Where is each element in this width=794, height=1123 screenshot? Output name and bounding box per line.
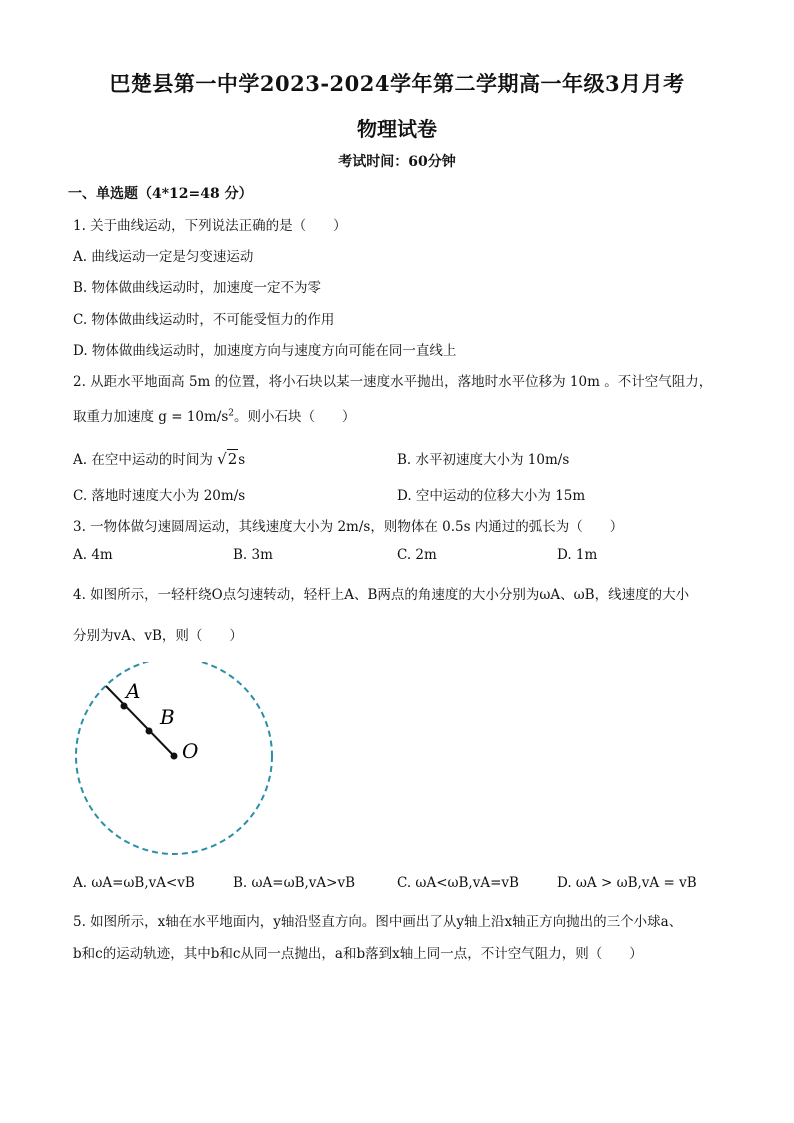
q5-stem-line2: b和c的运动轨迹，其中b和c从同一点抛出，a和b落到x轴上同一点，不计空气阻力，则（ ） bbox=[73, 946, 643, 962]
q2-option-c: C. 落地时速度大小为 20m/s bbox=[73, 488, 246, 504]
exam-time: 考试时间：60分钟 bbox=[338, 154, 456, 170]
q4-stem-line2: 分别为vA、vB，则（ ） bbox=[73, 628, 243, 644]
label-o: O bbox=[182, 739, 199, 763]
q1-stem: 1. 关于曲线运动，下列说法正确的是（ ） bbox=[73, 218, 347, 234]
gravity-formula: $g = 10m/s^2$ bbox=[158, 408, 235, 425]
q4-option-a: A. ωA=ωB,vA<vB bbox=[73, 875, 195, 891]
point-b bbox=[146, 728, 153, 735]
q4-option-b: B. ωA=ωB,vA>vB bbox=[233, 875, 356, 891]
sqrt-symbol: √2 bbox=[217, 450, 238, 468]
q4-option-d: D. ωA > ωB,vA = vB bbox=[557, 875, 697, 891]
q5-stem-line1: 5. 如图所示，x轴在水平地面内，y轴沿竖直方向。图中画出了从y轴上沿x轴正方向抛出的三个小球a、 bbox=[73, 914, 683, 930]
q2-stem-line2-prefix: 取重力加速度 bbox=[73, 409, 154, 425]
q1-option-c: C. 物体做曲线运动时，不可能受恒力的作用 bbox=[73, 312, 335, 328]
q3-option-d: D. 1m bbox=[557, 547, 598, 563]
section-heading: 一、单选题（4*12=48 分） bbox=[68, 186, 253, 202]
label-a: A bbox=[126, 679, 141, 703]
q2-stem-line2 bbox=[73, 405, 356, 425]
point-a bbox=[121, 703, 128, 710]
q4-stem-line1: 4. 如图所示，一轻杆绕O点匀速转动，轻杆上A、B两点的角速度的大小分别为ωA、ωB，线速度的大小 bbox=[73, 587, 690, 603]
q1-option-b: B. 物体做曲线运动时，加速度一定不为零 bbox=[73, 280, 322, 296]
rotation-diagram bbox=[70, 662, 280, 862]
q3-option-a: A. 4m bbox=[73, 547, 113, 563]
exam-title: 巴楚县第一中学2023-2024学年第二学期高一年级3月月考 bbox=[109, 71, 685, 96]
label-b: B bbox=[160, 705, 175, 729]
q1-option-a: A. 曲线运动一定是匀变速运动 bbox=[73, 249, 254, 265]
exam-subtitle: 物理试卷 bbox=[357, 117, 437, 141]
q2-stem-line2-suffix: 。则小石块（ ） bbox=[234, 409, 356, 425]
q3-option-c: C. 2m bbox=[397, 547, 437, 563]
q2-option-a: A. 在空中运动的时间为 √2s bbox=[73, 450, 246, 468]
q1-option-d: D. 物体做曲线运动时，加速度方向与速度方向可能在同一直线上 bbox=[73, 343, 457, 359]
q2-option-b: B. 水平初速度大小为 10m/s bbox=[397, 452, 570, 468]
q2-stem-line1: 2. 从距水平地面高 5m 的位置，将小石块以某一速度水平抛出，落地时水平位移为 10m 。不计空气阻力， bbox=[73, 374, 713, 390]
q3-stem: 3. 一物体做匀速圆周运动，其线速度大小为 2m/s，则物体在 0.5s 内通过的弧长为（ ） bbox=[73, 519, 624, 535]
q2-option-d: D. 空中运动的位移大小为 15m bbox=[397, 488, 586, 504]
point-o bbox=[171, 753, 178, 760]
q3-option-b: B. 3m bbox=[233, 547, 273, 563]
q4-option-c: C. ωA<ωB,vA=vB bbox=[397, 875, 519, 891]
